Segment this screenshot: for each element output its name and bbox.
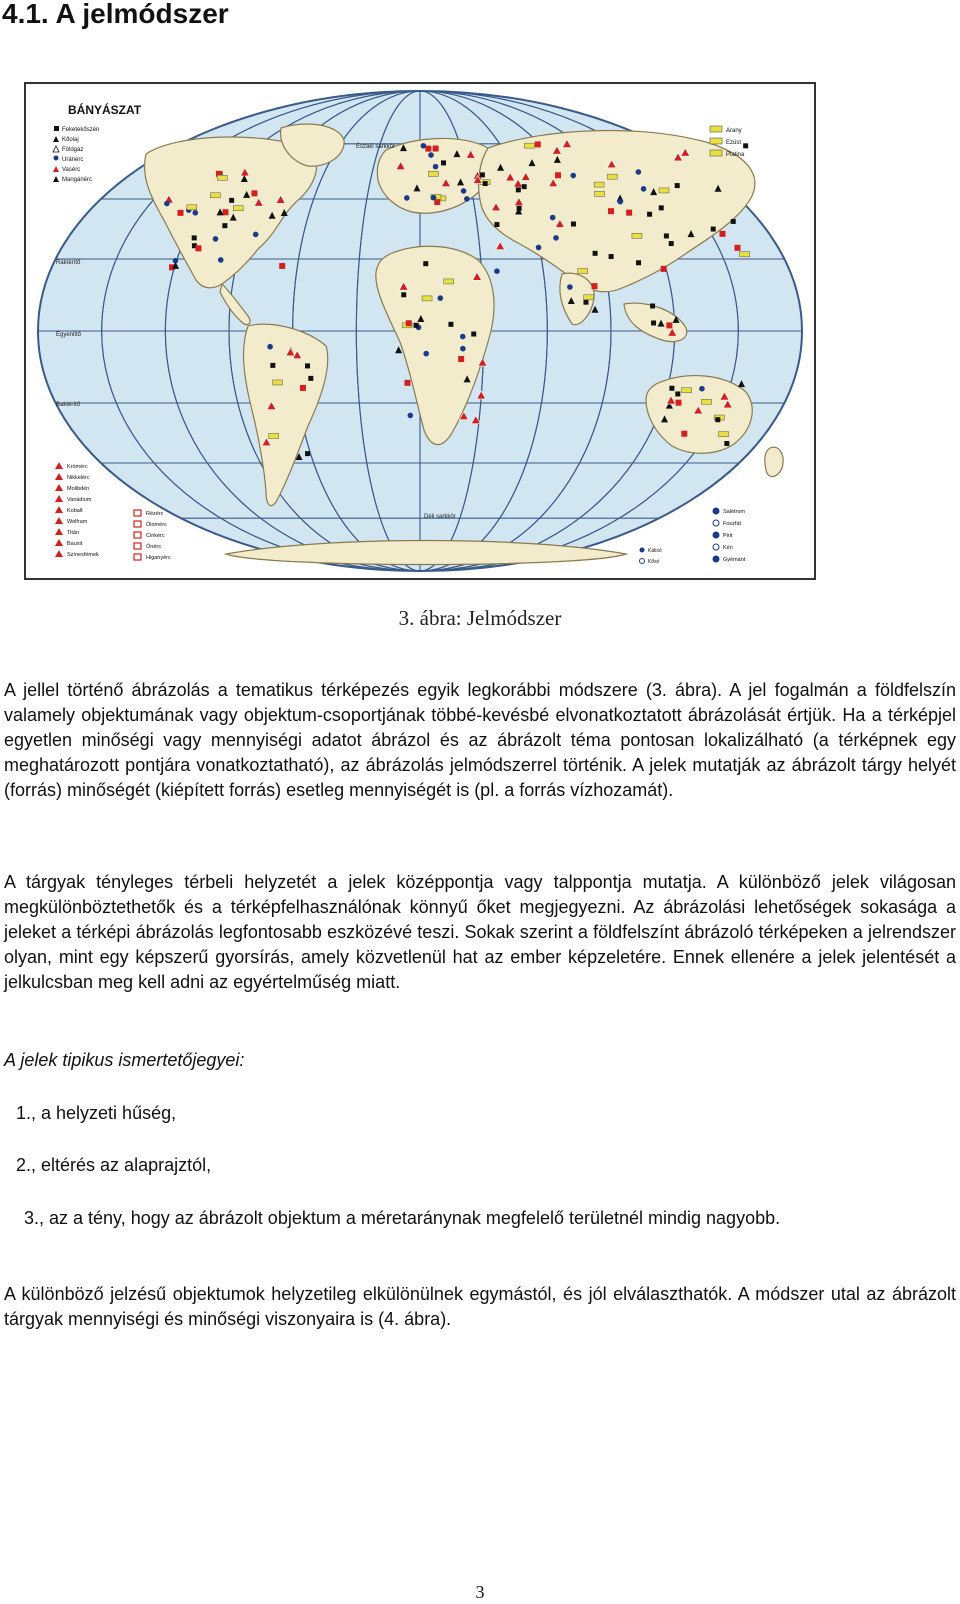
legend-precious-metals bbox=[710, 126, 745, 158]
coal-symbol bbox=[715, 417, 720, 422]
legend-label: Uránérc bbox=[62, 157, 84, 163]
list-item-3: 3., az a tény, hogy az ábrázolt objektum a méretaránynak megfelelő területnél mindig nagyobb. bbox=[24, 1208, 781, 1228]
legend-label: Foszfát bbox=[723, 521, 742, 527]
coal-symbol bbox=[229, 198, 234, 203]
uranium-symbol bbox=[461, 188, 467, 194]
metal-symbol bbox=[279, 263, 285, 269]
gold-symbol bbox=[269, 433, 279, 438]
gold-symbol bbox=[217, 175, 227, 180]
paragraph-1: A jellel történő ábrázolás a tematikus térképezés egyik legkorábbi módszere (3. ábra). A jel fogalmán a földfelszín valamely objektumának vagy objektum-csoportjának többé-kevésbé elvonatkoztatott ábrázolását értjük. Ha a térképjel egyetlen minőségi vagy mennyiségi adatot ábrázol és az ábrázolt téma pontosan lokalizálható (a térképnek egy meghatározott pontjára vonatkoztatható), az ábrázolás jelmódszerrel történik. A jelek mutatják az ábrázolt tárgy helyét (forrás) minőségét (kiépített forrás) esetleg mennyiségét is (pl. a forrás vízhozamát). bbox=[4, 680, 956, 800]
gold-symbol bbox=[607, 174, 617, 179]
coal-symbol bbox=[669, 386, 674, 391]
uranium-symbol bbox=[494, 268, 500, 274]
section-heading: 4.1. A jelmódszer bbox=[2, 0, 229, 29]
metal-symbol bbox=[734, 245, 740, 251]
list-heading: A jelek tipikus ismertetőjegyei: bbox=[4, 1050, 245, 1070]
label-equator: Egyenlítő bbox=[56, 332, 82, 338]
coal-symbol bbox=[724, 441, 729, 446]
coal-symbol bbox=[222, 223, 227, 228]
uranium-symbol bbox=[641, 186, 647, 192]
coal-symbol bbox=[483, 181, 488, 186]
legend-label: Rézérc bbox=[146, 511, 164, 517]
uranium-symbol bbox=[570, 173, 576, 179]
gold-symbol bbox=[595, 191, 605, 196]
legend-label: Arany bbox=[726, 128, 742, 134]
legend-label: Ónérc bbox=[146, 544, 161, 550]
paragraph-4: A különböző jelzésű objektumok helyzetileg elkülönülnek egymástól, és jól elválaszthatók. A módszer utal az ábrázolt tárgyak mennyiségi és minőségi viszonyaira is (4. ábra). bbox=[4, 1284, 956, 1329]
legend-label: Földgáz bbox=[62, 147, 84, 153]
legend-label: Feketekőszén bbox=[62, 127, 100, 133]
coal-symbol bbox=[448, 322, 453, 327]
gold-symbol bbox=[524, 143, 534, 148]
paragraph-2: A tárgyak tényleges térbeli helyzetét a jelek középpontja vagy talppontja mutatja. A különböző jelek világosan megkülönböztethetők és a térképfelhasználónak könnyű őket megjegyezni. Az ábrázolási lehetőségek sokasága a jeleket a térképi ábrázolás legfontosabb eszközévé teszi. Sokak szerint a földfelszínt ábrázoló térképeken a jelrendszer olyan, mint egy képszerű gyorsírás, amely közvetlenül hat az ember képzeletére. Ennek ellenére a jelek jelentését a jelkulcsban meg kell adni az egyértelműség miatt. bbox=[4, 872, 956, 992]
metal-symbol bbox=[404, 380, 410, 386]
label-antarctic-circle: Déli sarkkör bbox=[424, 514, 456, 520]
legend-label: Kobalt bbox=[67, 508, 83, 514]
uranium-symbol bbox=[431, 195, 437, 201]
mineral-legend-icon bbox=[713, 508, 719, 514]
gold-symbol bbox=[659, 188, 669, 193]
gold-symbol bbox=[740, 252, 750, 257]
uranium-symbol bbox=[408, 413, 414, 419]
metal-symbol bbox=[177, 210, 183, 216]
coal-symbol bbox=[609, 254, 614, 259]
gold-symbol bbox=[719, 432, 729, 437]
uranium-symbol bbox=[636, 169, 642, 175]
coal-symbol bbox=[414, 323, 419, 328]
coal-symbol bbox=[651, 320, 656, 325]
mineral-legend-icon bbox=[713, 532, 719, 538]
gold-symbol bbox=[682, 388, 692, 393]
gold-symbol bbox=[578, 269, 588, 274]
metal-symbol bbox=[608, 208, 614, 214]
uranium-symbol bbox=[460, 346, 466, 352]
legend-label: Bauxit bbox=[67, 541, 83, 547]
gold-symbol bbox=[444, 279, 454, 284]
coal-symbol bbox=[571, 222, 576, 227]
legend-label: Színesfémek bbox=[67, 552, 99, 558]
uranium-symbol bbox=[550, 215, 556, 221]
coal-symbol bbox=[650, 303, 655, 308]
legend-label: Ólomérc bbox=[146, 522, 167, 528]
metal-symbol bbox=[458, 356, 464, 362]
metal-symbol bbox=[425, 146, 431, 152]
uranium-symbol bbox=[464, 196, 470, 202]
uranium-symbol bbox=[423, 351, 429, 357]
metal-symbol bbox=[222, 209, 228, 215]
coal-symbol bbox=[480, 172, 485, 177]
uranium-symbol bbox=[192, 210, 198, 216]
label-tropic-capricorn: Baktérítő bbox=[56, 402, 81, 408]
metal-symbol bbox=[195, 245, 201, 251]
coal-symbol bbox=[636, 260, 641, 265]
coal-symbol bbox=[711, 227, 716, 232]
gold-symbol bbox=[584, 295, 594, 300]
uranium-symbol bbox=[404, 195, 410, 201]
uranium-symbol bbox=[433, 164, 439, 170]
list-item-2: 2., eltérés az alaprajztól, bbox=[16, 1155, 212, 1175]
coal-symbol bbox=[669, 241, 674, 246]
legend-label: Gyémánt bbox=[723, 557, 746, 563]
uranium-symbol bbox=[437, 295, 443, 301]
gold-symbol bbox=[187, 205, 197, 210]
mineral-legend-icon bbox=[713, 556, 719, 562]
gold-symbol bbox=[632, 233, 642, 238]
label-tropic-cancer: Ráktérítő bbox=[56, 260, 81, 266]
legend-label: Cinkérc bbox=[146, 533, 165, 539]
gold-symbol bbox=[273, 380, 283, 385]
metal-symbol bbox=[251, 190, 257, 196]
coal-symbol bbox=[743, 143, 748, 148]
coal-symbol bbox=[305, 451, 310, 456]
metal-symbol bbox=[661, 266, 667, 272]
legend-label: Wolfram bbox=[67, 519, 88, 525]
metal-symbol bbox=[666, 322, 672, 328]
uranium-symbol bbox=[536, 245, 542, 251]
gold-symbol bbox=[594, 182, 604, 187]
map-title: BÁNYÁSZAT bbox=[68, 103, 142, 117]
metal-symbol bbox=[555, 172, 561, 178]
coal-symbol bbox=[401, 292, 406, 297]
metal-symbol bbox=[681, 431, 687, 437]
uranium-symbol bbox=[699, 386, 705, 392]
legend-label: Platina bbox=[726, 152, 745, 158]
coal-symbol bbox=[308, 376, 313, 381]
gold-symbol bbox=[702, 399, 712, 404]
legend-label: Kálisó bbox=[648, 548, 662, 554]
coal-symbol bbox=[494, 222, 499, 227]
legend-label: Kősó bbox=[648, 559, 660, 565]
legend-label: Ezüst bbox=[726, 140, 742, 146]
metal-symbol bbox=[591, 283, 597, 289]
metal-symbol bbox=[433, 146, 439, 152]
coal-symbol bbox=[675, 391, 680, 396]
world-map bbox=[26, 84, 814, 578]
legend-label: Kén bbox=[723, 545, 733, 551]
gold-symbol bbox=[428, 171, 438, 176]
metal-symbol bbox=[300, 385, 306, 391]
coal-symbol bbox=[522, 184, 527, 189]
uranium-symbol bbox=[213, 236, 219, 242]
legend-label: Kőolaj bbox=[62, 137, 79, 143]
legend-label: Salétrom bbox=[723, 509, 746, 515]
uranium-symbol bbox=[253, 232, 259, 238]
coal-symbol bbox=[659, 205, 664, 210]
metal-symbol bbox=[406, 320, 412, 326]
uranium-symbol bbox=[421, 143, 427, 149]
legend-label: Pirit bbox=[723, 533, 733, 539]
figure-caption: 3. ábra: Jelmódszer bbox=[398, 606, 562, 630]
uranium-symbol bbox=[567, 284, 573, 290]
coal-symbol bbox=[441, 160, 446, 165]
mining-map-figure bbox=[24, 82, 816, 580]
coal-symbol bbox=[423, 261, 428, 266]
coal-symbol bbox=[305, 363, 310, 368]
coal-symbol bbox=[647, 212, 652, 217]
gold-symbol bbox=[422, 296, 432, 301]
legend-label: Vasérc bbox=[62, 167, 81, 173]
uranium-symbol bbox=[267, 344, 273, 350]
legend-label: Vanádium bbox=[67, 497, 92, 503]
metal-symbol bbox=[535, 141, 541, 147]
coal-symbol bbox=[731, 219, 736, 224]
coal-symbol bbox=[516, 187, 521, 192]
list-item-1: 1., a helyzeti hűség, bbox=[16, 1103, 177, 1123]
coal-symbol bbox=[583, 300, 588, 305]
page-number: 3 bbox=[475, 1582, 485, 1602]
uranium-symbol bbox=[428, 152, 434, 158]
uranium-symbol bbox=[164, 201, 170, 207]
gold-symbol bbox=[210, 193, 220, 198]
coal-symbol bbox=[675, 183, 680, 188]
coal-symbol bbox=[471, 332, 476, 337]
legend-label: Molibdén bbox=[67, 486, 90, 492]
legend-label: Nikkelérc bbox=[67, 475, 90, 481]
uranium-symbol bbox=[553, 235, 559, 241]
legend-label: Mangánérc bbox=[62, 177, 93, 183]
uranium-symbol bbox=[460, 334, 466, 340]
coal-symbol bbox=[270, 363, 275, 368]
legend-label: Titán bbox=[67, 530, 80, 536]
legend-label: Higanyérc bbox=[146, 555, 171, 561]
metal-symbol bbox=[719, 231, 725, 237]
coal-symbol bbox=[192, 235, 197, 240]
uranium-symbol bbox=[218, 257, 224, 263]
coal-symbol bbox=[593, 251, 598, 256]
metal-symbol bbox=[675, 400, 681, 406]
legend-label: Krómérc bbox=[67, 464, 88, 470]
label-arctic-circle: Északi sarkkör bbox=[356, 144, 396, 150]
new-zealand bbox=[765, 447, 783, 476]
coal-symbol bbox=[517, 206, 522, 211]
coal-symbol bbox=[664, 233, 669, 238]
gold-symbol bbox=[233, 206, 243, 211]
metal-symbol bbox=[626, 210, 632, 216]
uranium-symbol bbox=[617, 199, 623, 205]
